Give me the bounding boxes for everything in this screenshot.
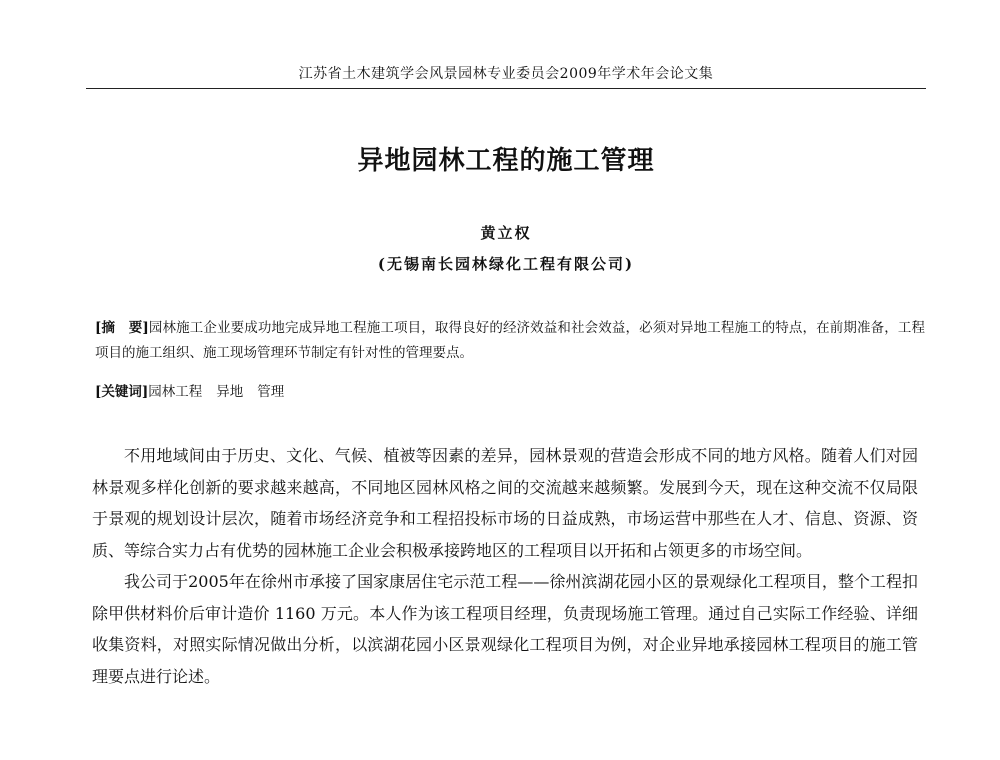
- body-paragraph: 我公司于2005年在徐州市承接了国家康居住宅示范工程——徐州滨湖花园小区的景观绿化工程项目，整个工程扣除甲供材料价后审计造价 1160 万元。本人作为该工程项目经理，负责现场施工管理。通过自己实际工作经验、详细收集资料，对照实际情况做出分析，以滨湖花园小区景观绿化工程项目为例，对企业异地承接园林工程项目的施工管理要点进行论述。: [92, 572, 918, 686]
- keyword: 异地: [216, 384, 244, 400]
- paper-title: 异地园林工程的施工管理: [357, 146, 655, 176]
- abstract-text: 园林施工企业要成功地完成异地工程施工项目，取得良好的经济效益和社会效益，必须对异地工程施工的特点，在前期准备，工程项目的施工组织、施工现场管理环节制定有针对性的管理要点。: [95, 320, 925, 361]
- body-text: [92, 440, 918, 692]
- author-affiliation: (无锡南长园林绿化工程有限公司): [377, 255, 635, 273]
- author-name: 黄立权: [480, 224, 532, 242]
- body-paragraph: 不用地域间由于历史、文化、气候、植被等因素的差异，园林景观的营造会形成不同的地方风格。随着人们对园林景观多样化创新的要求越来越高，不同地区园林风格之间的交流越来越频繁。发展到今天，现在这种交流不仅局限于景观的规划设计层次，随着市场经济竞争和工程招投标市场的日益成熟，市场运营中那些在人才、信息、资源、资质、等综合实力占有优势的园林施工企业会积极承接跨地区的工程项目以开拓和占领更多的市场空间。: [92, 446, 918, 560]
- keywords: [95, 380, 925, 405]
- keywords-label: [关键词]: [95, 384, 149, 400]
- keyword: 园林工程: [148, 384, 203, 400]
- keyword: 管理: [257, 384, 285, 400]
- abstract: [95, 316, 925, 366]
- abstract-label: [摘 要]: [95, 320, 149, 336]
- running-head: 江苏省土木建筑学会风景园林专业委员会2009年学术年会论文集: [298, 66, 714, 82]
- header-rule: [86, 88, 926, 89]
